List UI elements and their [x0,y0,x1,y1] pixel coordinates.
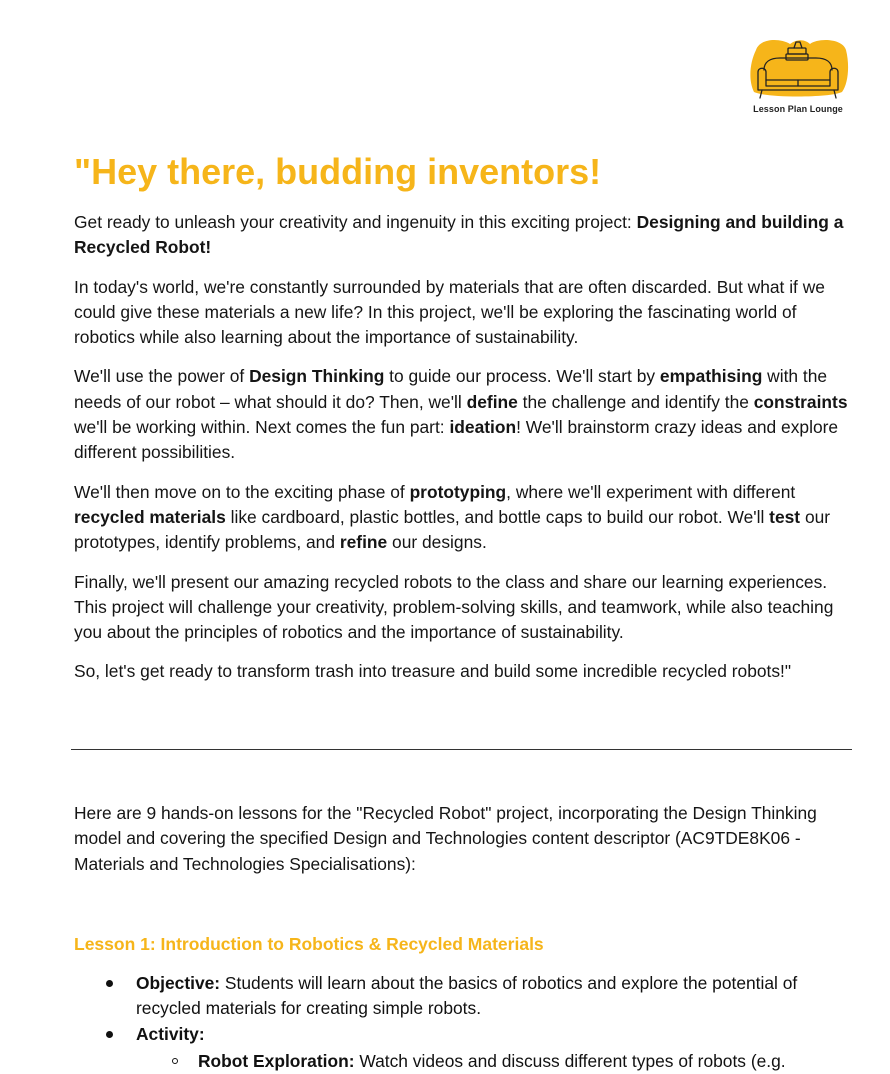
logo-text: Lesson Plan Lounge [753,104,843,114]
paragraph-prototyping: We'll then move on to the exciting phase of prototyping, where we'll experiment with different recycled materials like cardboard, plastic bottles, and bottle caps to build our robot. We'll test our prototypes, identify problems, and refine our designs. [74,481,831,553]
sofa-icon [746,36,850,104]
paragraph-closing: So, let's get ready to transform trash into treasure and build some incredible recycled robots!" [74,661,792,682]
paragraph-presentation: Finally, we'll present our amazing recycled robots to the class and share our learning experiences. This project will challenge your creativity, problem-solving skills, and teamwork, while also teaching you about the principles of robotics and the importance of sustainability. [74,571,834,643]
list-item-activity: Activity: [74,1022,854,1047]
paragraph-materials: In today's world, we're constantly surrounded by materials that are often discarded. But what if we could give these materials a new life? In this project, we'll be exploring the fascinating world of robotics while also learning about the importance of sustainability. [74,276,825,348]
paragraph-intro: Get ready to unleash your creativity and ingenuity in this exciting project: Designing and building a Recycled Robot! [74,212,844,258]
brand-logo [746,36,850,120]
lesson-1-list [74,971,854,1074]
page-heading: "Hey there, budding inventors! [74,151,602,192]
list-item-robot-exploration: Robot Exploration: Watch videos and discuss different types of robots (e.g. [74,1049,854,1074]
bullet-icon [106,980,113,987]
intro-section [74,150,854,685]
lessons-intro: Here are 9 hands-on lessons for the "Recycled Robot" project, incorporating the Design Thinking model and covering the specified Design and Technologies content descriptor (AC9TDE8K06 - Materials and Technologies Specialisations): [74,803,817,874]
section-divider [71,749,852,750]
list-item-objective: Objective: Students will learn about the basics of robotics and explore the potential of recycled materials for creating simple robots. [74,971,854,1022]
lesson-1-title: Lesson 1: Introduction to Robotics & Recycled Materials [74,934,544,954]
paragraph-design-thinking: We'll use the power of Design Thinking to guide our process. We'll start by empathising with the needs of our robot – what should it do? Then, we'll define the challenge and identify the constraints we'll be working within. Next comes the fun part: ideation! We'll brainstorm crazy ideas and explore different possibilities. [74,366,848,463]
bullet-icon [106,1031,113,1038]
hollow-bullet-icon [172,1058,178,1064]
